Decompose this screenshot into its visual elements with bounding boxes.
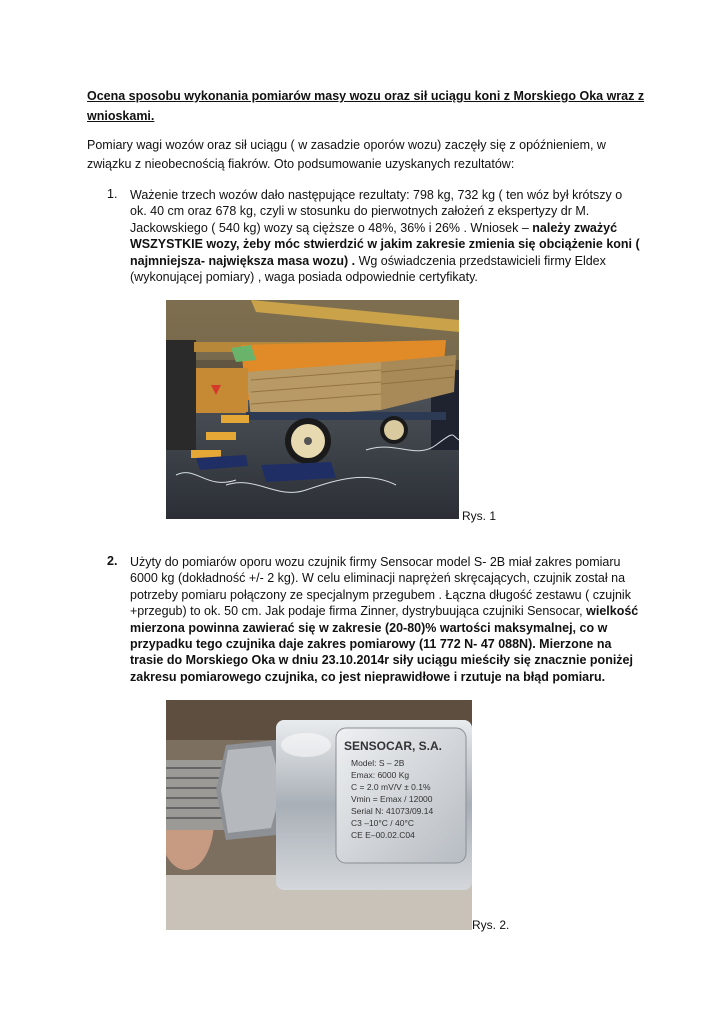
sensor-brand-text: SENSOCAR, S.A. [344, 739, 443, 753]
figure-2-caption: Rys. 2. [472, 918, 510, 932]
item-2-text-a: Użyty do pomiarów oporu wozu czujnik firmy Sensocar model S- 2B miał zakres pomiaru 6000 kg (dokładność +/- 2 kg). W celu eliminacji naprężeń skręcających, czujnik został na potrzeby pomiaru połączony ze specjalnym przegubem . Łączna długość zestawu ( czujnik +przegub) to ok. 50 cm. Jak podaje firma Zinner, dystrybuująca czujniki Sensocar, [130, 555, 631, 619]
sensor-emax-text: Emax: 6000 Kg [351, 770, 410, 780]
intro-paragraph: Pomiary wagi wozów oraz sił uciągu ( w zasadzie oporów wozu) zaczęły się z opóźnieniem, w związku z nieobecnością fiakrów. Oto podsumowanie uzyskanych rezultatów: [87, 138, 606, 171]
document-title: Ocena sposobu wykonania pomiarów masy wozu oraz sił uciągu koni z Morskiego Oka wraz z wnioskami. [87, 89, 645, 123]
sensor-vmin-text: Vmin = Emax / 12000 [351, 794, 433, 804]
item-1-text-b: Wg oświadczenia przedstawicieli firmy Eldex (wykonującej pomiary) , waga posiada odpowiednie certyfikaty. [130, 253, 606, 285]
sensor-c-text: C = 2.0 mV/V ± 0.1% [351, 782, 431, 792]
sensor-model-text: Model: S – 2B [351, 758, 405, 768]
item-1-text-a: Ważenie trzech wozów dało następujące rezultaty: 798 kg, 732 kg ( ten wóz był krótszy o ok. 40 cm oraz 678 kg, czyli w stosunku do pierwotnych założeń z ekspertyzy dr M. Jackowskiego ( 540 kg) wozy są cięższe o 48%, 36% i 26% . Wniosek – [130, 188, 623, 235]
sensor-photo [166, 700, 472, 930]
item-1-conclusion: należy zważyć WSZYSTKIE wozy, żeby móc stwierdzić w jakim zakresie zmienia się obciążenie koni ( najmniejsza- największa masa wozu) . [130, 220, 640, 268]
item-2-number: 2. [107, 554, 118, 568]
wagon-photo-graphic [166, 300, 459, 519]
item-2-paragraph [130, 554, 640, 685]
sensor-temp-text: C3 –10°C / 40°C [351, 818, 415, 828]
figure-1-caption: Rys. 1 [462, 509, 497, 523]
sensor-serial-text: Serial N: 41073/09.14 [351, 806, 434, 816]
wagon-weighing-photo [166, 300, 459, 519]
item-2-conclusion: wielkość mierzona powinna zawierać się w zakresie (20-80)% wartości maksymalnej, co w przypadku tego czujnika daje zakres pomiarowy (11 772 N- 47 088N). Mierzone na trasie do Morskiego Oka w dniu 23.10.2014r siły uciągu mieściły się znacznie poniżej zakresu pomiarowego czujnika, co jest nieprawidłowe i rzutuje na błąd pomiaru. [130, 604, 639, 684]
sensor-photo-graphic [166, 700, 472, 930]
item-1-paragraph [130, 187, 640, 285]
sensor-ce-text: CE E–00.02.C04 [351, 830, 415, 840]
item-1-number: 1. [107, 187, 118, 201]
